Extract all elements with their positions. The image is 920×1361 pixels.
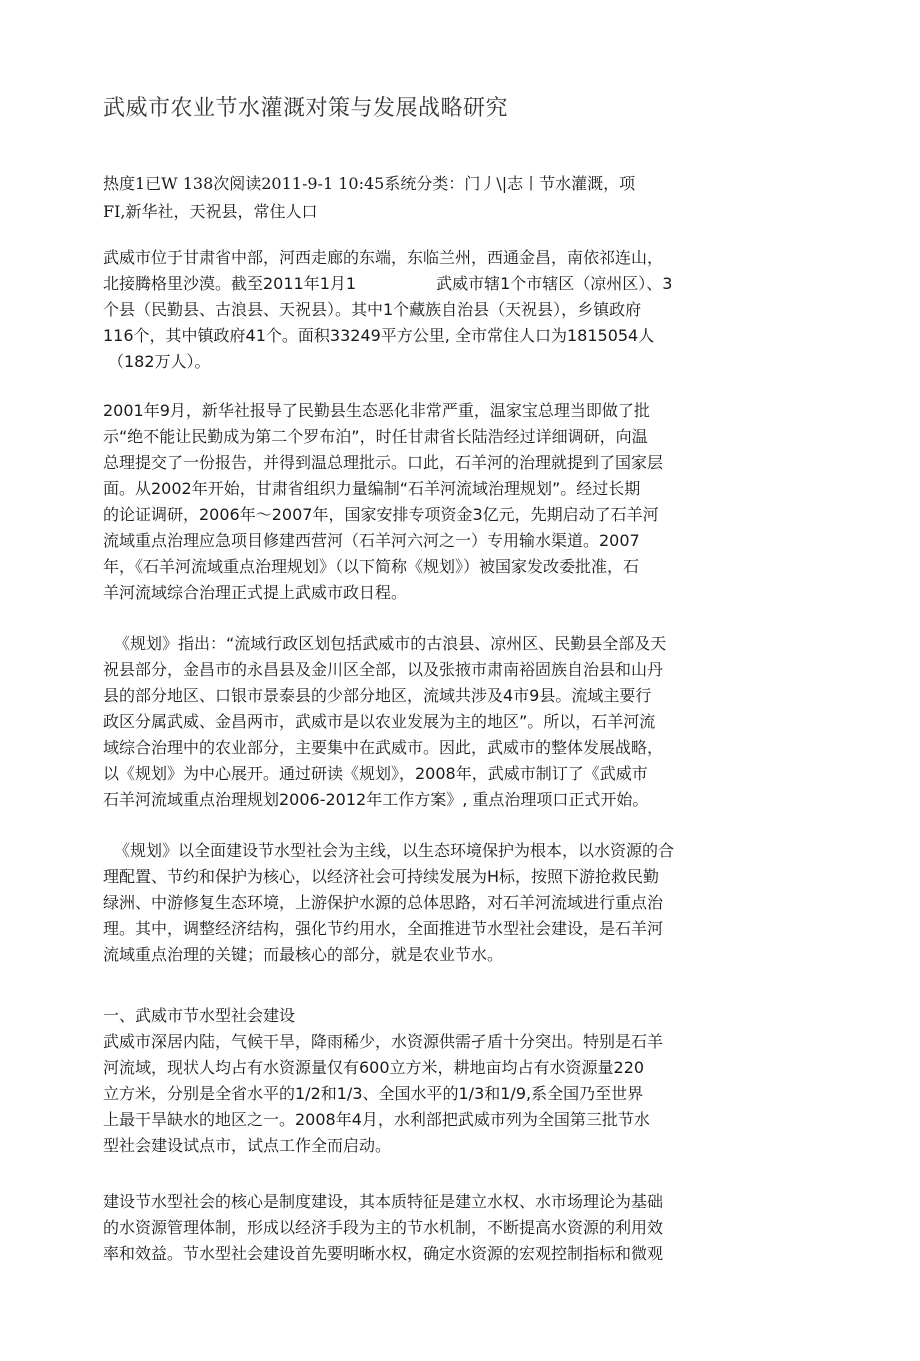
text-line: 政区分属武威、金昌两市，武威市是以农业发展为主的地区”。所以，石羊河流 — [103, 712, 656, 731]
text-line: 流域重点治理应急项目修建西营河（石羊河六河之一）专用输水渠道。2007 — [103, 531, 640, 550]
text-line: 以《规划》为中心展开。通过研读《规划》，2008年，武威市制订了《武威市 — [103, 764, 648, 783]
meta-line: 热度1已W 138次阅读2011-9-1 10:45系统分类：门丿\|志丨节水灌溉，项 — [103, 174, 636, 193]
text-line: 2001年9月，新华社报导了民勤县生态恶化非常严重，温家宝总理当即做了批 — [103, 401, 650, 420]
text-line: 石羊河流域重点治理规划2006-2012年工作方案》, 重点治理项口正式开始。 — [103, 790, 649, 809]
text-line: 率和效益。节水型社会建设首先要明晰水权，确定水资源的宏观控制指标和微观 — [103, 1244, 664, 1263]
text-line: 个县（民勤县、古浪县、天祝县）。其中1个藏族自治县（天祝县），乡镇政府 — [103, 300, 642, 319]
text-line: 《规划》指出：“流域行政区划包括武威市的古浪县、凉州区、民勤县全部及天 — [114, 634, 667, 653]
text-line: 羊河流域综合治理正式提上武威市政日程。 — [103, 583, 408, 602]
text-line: 建设节水型社会的核心是制度建设，其本质特征是建立水权、水市场理论为基础 — [103, 1192, 664, 1211]
text-line: 县的部分地区、口银市景泰县的少部分地区，流域共涉及4市9县。流域主要行 — [103, 686, 652, 705]
text-line: 型社会建设试点市，试点工作全而启动。 — [103, 1136, 392, 1155]
text-line: 理。其中，调整经济结构，强化节约用水，全面推进节水型社会建设，是石羊河 — [103, 919, 664, 938]
text-line: 绿洲、中游修复生态环境，上游保护水源的总体思路，对石羊河流域进行重点治 — [103, 893, 664, 912]
text-line: 面。从2002年开始，甘肃省组织力量编制“石羊河流域治理规划”。经过长期 — [103, 479, 641, 498]
text-line: 武威市位于甘肃省中部，河西走廊的东端，东临兰州，西通金昌，南依祁连山， — [103, 248, 664, 267]
text-line: 上最干旱缺水的地区之一。2008年4月，水利部把武威市列为全国第三批节水 — [103, 1110, 650, 1129]
document-title: 武威市农业节水灌溉对策与发展战略研究 — [103, 96, 509, 121]
text-line: 祝县部分，金昌市的永昌县及金川区全部，以及张掖市肃南裕固族自治县和山丹 — [103, 660, 664, 679]
text-line: 的水资源管理体制，形成以经济手段为主的节水机制，不断提高水资源的利用效 — [103, 1218, 664, 1237]
text-line: 流域重点治理的关键；而最核心的部分，就是农业节水。 — [103, 945, 504, 964]
text-line: 年，《石羊河流域重点治理规划》（以下简称《规划》）被国家发改委批准，石 — [103, 557, 640, 576]
section-heading: 一、武威市节水型社会建设 — [103, 1006, 296, 1025]
text-line: （182万人）。 — [108, 352, 211, 371]
text-line: 总理提交了一份报告，并得到温总理批示。口此，石羊河的治理就提到了国家层 — [103, 453, 664, 472]
text-line: 理配置、节约和保护为核心，以经济社会可持续发展为H标，按照下游抢救民勤 — [103, 867, 660, 886]
text-line: 立方米，分别是全省水平的1/2和1/3、全国水平的1/3和1/9,系全国乃至世界 — [103, 1084, 644, 1103]
meta-line: FI,新华社，天祝县，常住人口 — [103, 202, 318, 221]
text-line: 域综合治理中的农业部分，主要集中在武威市。因此，武威市的整体发展战略， — [103, 738, 664, 757]
text-line: 《规划》以全面建设节水型社会为主线，以生态环境保护为根本，以水资源的合 — [114, 841, 675, 860]
text-line: 示“绝不能让民勤成为第二个罗布泊”，时任甘肃省长陆浩经过详细调研，向温 — [103, 427, 648, 446]
text-line: 116个，其中镇政府41个。面积33249平方公里, 全市常住人口为1815054人 — [103, 326, 655, 345]
text-line: 的论证调研，2006年～2007年，国家安排专项资金3亿元，先期启动了石羊河 — [103, 505, 659, 524]
text-line: 武威市深居内陆，气候干旱，降雨稀少，水资源供需孑盾十分突出。特别是石羊 — [103, 1032, 664, 1051]
text-line: 北接腾格里沙漠。截至2011年1月1 武威市辖1个市辖区（凉州区）、3 — [103, 274, 673, 293]
text-line: 河流域，现状人均占有水资源量仅有600立方米，耕地亩均占有水资源量220 — [103, 1058, 645, 1077]
